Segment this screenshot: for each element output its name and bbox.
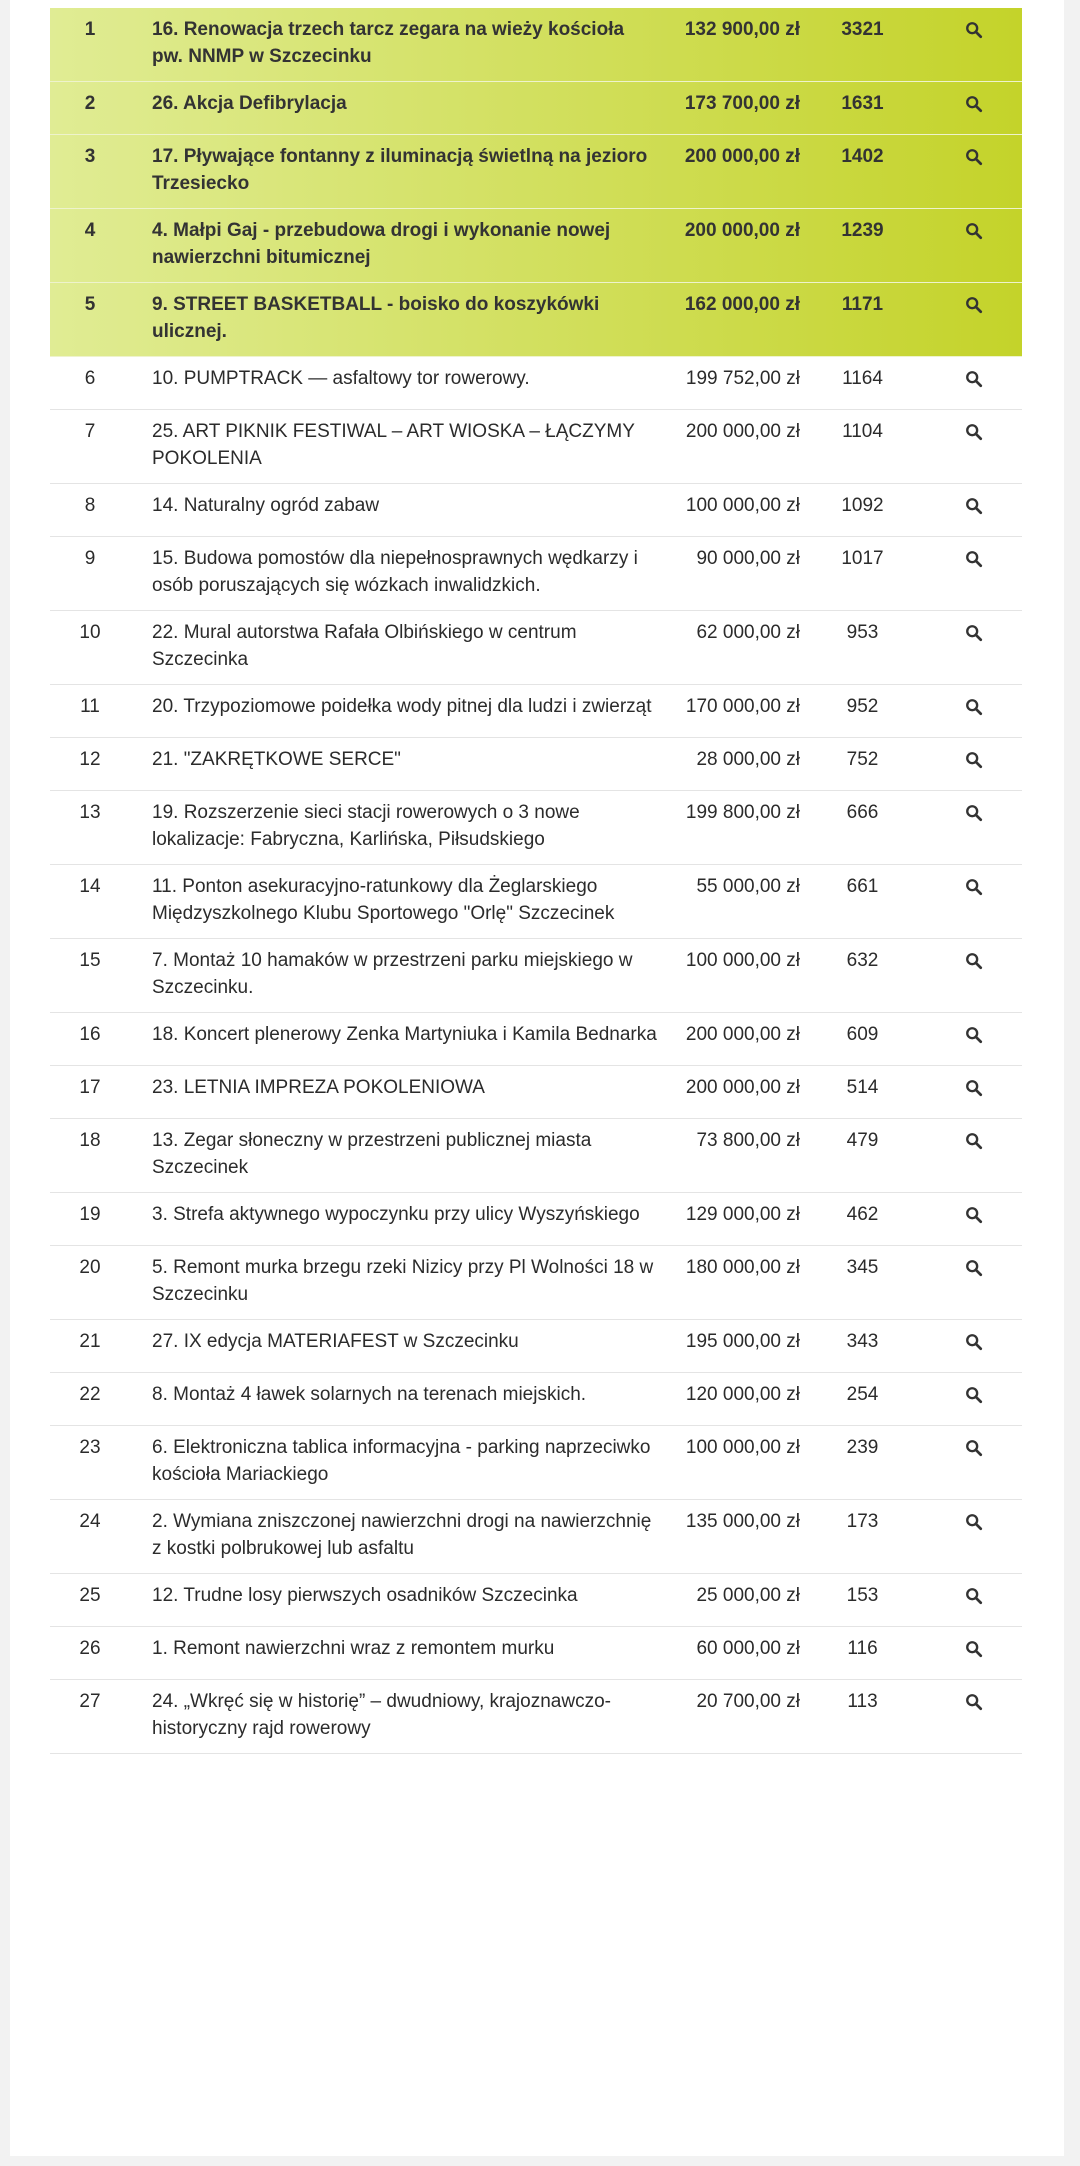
project-name-cell: 27. IX edycja MATERIAFEST w Szczecinku [130,1320,670,1373]
project-name-cell: 13. Zegar słoneczny w przestrzeni publicznej miasta Szczecinek [130,1119,670,1193]
votes-cell: 345 [800,1246,925,1320]
amount-cell: 180 000,00 zł [670,1246,800,1320]
rank-cell: 12 [50,738,130,791]
votes-cell: 343 [800,1320,925,1373]
rank-cell: 8 [50,484,130,537]
action-cell [925,791,1022,865]
votes-cell: 953 [800,611,925,685]
table-row [50,611,1022,685]
table-row [50,8,1022,82]
votes-cell: 666 [800,791,925,865]
table-row [50,1066,1022,1119]
project-name-cell: 9. STREET BASKETBALL - boisko do koszykówki ulicznej. [130,283,670,357]
search-icon [965,1439,983,1457]
table-row [50,738,1022,791]
search-icon [965,1333,983,1351]
action-cell [925,135,1022,209]
rank-cell: 16 [50,1013,130,1066]
votes-cell: 632 [800,939,925,1013]
rank-cell: 18 [50,1119,130,1193]
search-icon [965,1259,983,1277]
votes-cell: 1171 [800,283,925,357]
action-cell [925,8,1022,82]
project-name-cell: 18. Koncert plenerowy Zenka Martyniuka i Kamila Bednarka [130,1013,670,1066]
rank-cell: 23 [50,1426,130,1500]
votes-cell: 153 [800,1574,925,1627]
rank-cell: 2 [50,82,130,135]
action-cell [925,1373,1022,1426]
amount-cell: 200 000,00 zł [670,410,800,484]
rank-cell: 15 [50,939,130,1013]
votes-cell: 1017 [800,537,925,611]
amount-cell: 199 800,00 zł [670,791,800,865]
table-row [50,1320,1022,1373]
votes-cell: 1092 [800,484,925,537]
table-row [50,484,1022,537]
project-name-cell: 21. "ZAKRĘTKOWE SERCE" [130,738,670,791]
search-icon [965,698,983,716]
project-name-cell: 24. „Wkręć się w historię” – dwudniowy, krajoznawczo-historyczny rajd rowerowy [130,1680,670,1754]
action-cell [925,1680,1022,1754]
action-cell [925,1013,1022,1066]
table-row [50,357,1022,410]
project-name-cell: 25. ART PIKNIK FESTIWAL – ART WIOSKA – ŁĄCZYMY POKOLENIA [130,410,670,484]
table-row [50,283,1022,357]
table-row [50,410,1022,484]
results-table [50,8,1022,1754]
project-details-button[interactable] [963,876,985,898]
search-icon [965,296,983,314]
rank-cell: 17 [50,1066,130,1119]
search-icon [965,1386,983,1404]
project-details-button[interactable] [963,1638,985,1660]
rank-cell: 27 [50,1680,130,1754]
project-details-button[interactable] [963,495,985,517]
action-cell [925,1066,1022,1119]
amount-cell: 60 000,00 zł [670,1627,800,1680]
project-details-button[interactable] [963,421,985,443]
votes-cell: 609 [800,1013,925,1066]
amount-cell: 100 000,00 zł [670,1426,800,1500]
project-details-button[interactable] [963,1691,985,1713]
amount-cell: 20 700,00 zł [670,1680,800,1754]
project-details-button[interactable] [963,220,985,242]
search-icon [965,624,983,642]
project-name-cell: 14. Naturalny ogród zabaw [130,484,670,537]
votes-cell: 661 [800,865,925,939]
search-icon [965,878,983,896]
votes-cell: 1239 [800,209,925,283]
project-name-cell: 6. Elektroniczna tablica informacyjna - parking naprzeciwko kościoła Mariackiego [130,1426,670,1500]
table-row [50,1500,1022,1574]
amount-cell: 100 000,00 zł [670,939,800,1013]
amount-cell: 170 000,00 zł [670,685,800,738]
action-cell [925,939,1022,1013]
project-name-cell: 19. Rozszerzenie sieci stacji rowerowych o 3 nowe lokalizacje: Fabryczna, Karlińska, Piłsudskiego [130,791,670,865]
search-icon [965,497,983,515]
action-cell [925,537,1022,611]
table-row [50,1680,1022,1754]
amount-cell: 200 000,00 zł [670,1066,800,1119]
project-name-cell: 3. Strefa aktywnego wypoczynku przy ulicy Wyszyńskiego [130,1193,670,1246]
project-details-button[interactable] [963,93,985,115]
votes-cell: 116 [800,1627,925,1680]
table-row [50,209,1022,283]
project-name-cell: 2. Wymiana zniszczonej nawierzchni drogi na nawierzchnię z kostki polbrukowej lub asfaltu [130,1500,670,1574]
project-details-button[interactable] [963,548,985,570]
table-row [50,865,1022,939]
action-cell [925,484,1022,537]
amount-cell: 25 000,00 zł [670,1574,800,1627]
project-details-button[interactable] [963,1585,985,1607]
search-icon [965,1587,983,1605]
rank-cell: 22 [50,1373,130,1426]
amount-cell: 200 000,00 zł [670,209,800,283]
rank-cell: 1 [50,8,130,82]
project-name-cell: 12. Trudne losy pierwszych osadników Szczecinka [130,1574,670,1627]
search-icon [965,1026,983,1044]
amount-cell: 55 000,00 zł [670,865,800,939]
search-icon [965,952,983,970]
project-details-button[interactable] [963,749,985,771]
project-details-button[interactable] [963,1331,985,1353]
rank-cell: 19 [50,1193,130,1246]
project-name-cell: 7. Montaż 10 hamaków w przestrzeni parku miejskiego w Szczecinku. [130,939,670,1013]
action-cell [925,865,1022,939]
project-name-cell: 22. Mural autorstwa Rafała Olbińskiego w centrum Szczecinka [130,611,670,685]
action-cell [925,283,1022,357]
rank-cell: 20 [50,1246,130,1320]
votes-cell: 952 [800,685,925,738]
rank-cell: 14 [50,865,130,939]
rank-cell: 13 [50,791,130,865]
table-row [50,1627,1022,1680]
table-row [50,1426,1022,1500]
table-row [50,939,1022,1013]
project-name-cell: 15. Budowa pomostów dla niepełnosprawnych wędkarzy i osób poruszających się wózkach inwalidzkich. [130,537,670,611]
project-details-button[interactable] [963,368,985,390]
project-details-button[interactable] [963,146,985,168]
table-row [50,1193,1022,1246]
votes-cell: 1104 [800,410,925,484]
rank-cell: 7 [50,410,130,484]
votes-cell: 239 [800,1426,925,1500]
table-row [50,1373,1022,1426]
search-icon [965,1206,983,1224]
rank-cell: 26 [50,1627,130,1680]
rank-cell: 5 [50,283,130,357]
project-name-cell: 8. Montaż 4 ławek solarnych na terenach miejskich. [130,1373,670,1426]
amount-cell: 73 800,00 zł [670,1119,800,1193]
table-row [50,1246,1022,1320]
search-icon [965,222,983,240]
votes-cell: 173 [800,1500,925,1574]
results-table-body [50,8,1022,1754]
action-cell [925,209,1022,283]
rank-cell: 24 [50,1500,130,1574]
votes-cell: 254 [800,1373,925,1426]
action-cell [925,1627,1022,1680]
action-cell [925,738,1022,791]
search-icon [965,1132,983,1150]
search-icon [965,95,983,113]
search-icon [965,1693,983,1711]
table-row [50,1013,1022,1066]
project-name-cell: 10. PUMPTRACK — asfaltowy tor rowerowy. [130,357,670,410]
votes-cell: 113 [800,1680,925,1754]
rank-cell: 11 [50,685,130,738]
rank-cell: 10 [50,611,130,685]
votes-cell: 3321 [800,8,925,82]
results-page [10,0,1064,2156]
amount-cell: 195 000,00 zł [670,1320,800,1373]
project-details-button[interactable] [963,950,985,972]
project-details-button[interactable] [963,1437,985,1459]
project-name-cell: 11. Ponton asekuracyjno-ratunkowy dla Żeglarskiego Międzyszkolnego Klubu Sportowego "Orlę" Szczecinek [130,865,670,939]
table-row [50,685,1022,738]
amount-cell: 162 000,00 zł [670,283,800,357]
amount-cell: 28 000,00 zł [670,738,800,791]
rank-cell: 3 [50,135,130,209]
table-row [50,1574,1022,1627]
search-icon [965,1513,983,1531]
project-details-button[interactable] [963,1024,985,1046]
action-cell [925,1320,1022,1373]
search-icon [965,148,983,166]
search-icon [965,21,983,39]
project-details-button[interactable] [963,1130,985,1152]
search-icon [965,1640,983,1658]
rank-cell: 4 [50,209,130,283]
votes-cell: 514 [800,1066,925,1119]
table-row [50,82,1022,135]
project-name-cell: 1. Remont nawierzchni wraz z remontem murku [130,1627,670,1680]
search-icon [965,370,983,388]
action-cell [925,1500,1022,1574]
project-details-button[interactable] [963,19,985,41]
action-cell [925,82,1022,135]
amount-cell: 200 000,00 zł [670,135,800,209]
project-details-button[interactable] [963,802,985,824]
amount-cell: 120 000,00 zł [670,1373,800,1426]
search-icon [965,423,983,441]
table-row [50,1119,1022,1193]
search-icon [965,751,983,769]
action-cell [925,1426,1022,1500]
rank-cell: 9 [50,537,130,611]
votes-cell: 462 [800,1193,925,1246]
rank-cell: 25 [50,1574,130,1627]
project-details-button[interactable] [963,1204,985,1226]
project-name-cell: 20. Trzypoziomowe poidełka wody pitnej dla ludzi i zwierząt [130,685,670,738]
project-details-button[interactable] [963,1257,985,1279]
action-cell [925,357,1022,410]
project-name-cell: 26. Akcja Defibrylacja [130,82,670,135]
project-name-cell: 23. LETNIA IMPREZA POKOLENIOWA [130,1066,670,1119]
search-icon [965,1079,983,1097]
table-row [50,135,1022,209]
rank-cell: 21 [50,1320,130,1373]
votes-cell: 1402 [800,135,925,209]
project-name-cell: 17. Pływające fontanny z iluminacją świetlną na jezioro Trzesiecko [130,135,670,209]
search-icon [965,550,983,568]
project-details-button[interactable] [963,622,985,644]
amount-cell: 132 900,00 zł [670,8,800,82]
project-details-button[interactable] [963,1384,985,1406]
votes-cell: 1631 [800,82,925,135]
amount-cell: 135 000,00 zł [670,1500,800,1574]
project-details-button[interactable] [963,1511,985,1533]
project-details-button[interactable] [963,294,985,316]
action-cell [925,685,1022,738]
amount-cell: 199 752,00 zł [670,357,800,410]
project-name-cell: 4. Małpi Gaj - przebudowa drogi i wykonanie nowej nawierzchni bitumicznej [130,209,670,283]
project-name-cell: 16. Renowacja trzech tarcz zegara na wieży kościoła pw. NNMP w Szczecinku [130,8,670,82]
action-cell [925,410,1022,484]
votes-cell: 752 [800,738,925,791]
amount-cell: 173 700,00 zł [670,82,800,135]
project-name-cell: 5. Remont murka brzegu rzeki Nizicy przy Pl Wolności 18 w Szczecinku [130,1246,670,1320]
table-row [50,791,1022,865]
action-cell [925,1574,1022,1627]
rank-cell: 6 [50,357,130,410]
amount-cell: 90 000,00 zł [670,537,800,611]
amount-cell: 129 000,00 zł [670,1193,800,1246]
amount-cell: 100 000,00 zł [670,484,800,537]
action-cell [925,1119,1022,1193]
amount-cell: 62 000,00 zł [670,611,800,685]
search-icon [965,804,983,822]
action-cell [925,1246,1022,1320]
action-cell [925,1193,1022,1246]
amount-cell: 200 000,00 zł [670,1013,800,1066]
project-details-button[interactable] [963,696,985,718]
table-row [50,537,1022,611]
votes-cell: 479 [800,1119,925,1193]
project-details-button[interactable] [963,1077,985,1099]
action-cell [925,611,1022,685]
votes-cell: 1164 [800,357,925,410]
